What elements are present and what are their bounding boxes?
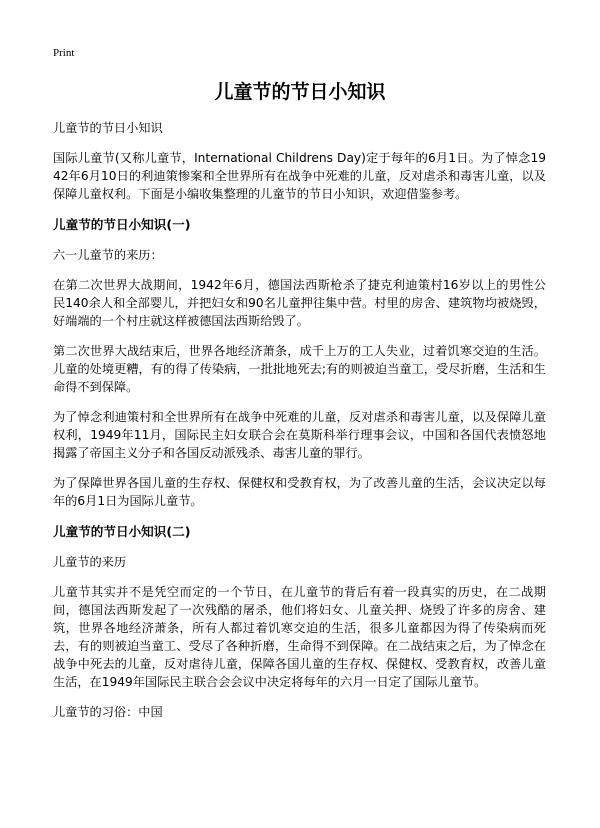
section-1-paragraph-2: 第二次世界大战结束后，世界各地经济萧条，成千上万的工人失业，过着饥寒交迫的生活。儿童的处境更糟，有的得了传染病，一批批地死去;有的则被迫当童工，受尽折磨，生活和生命得不到保障。	[53, 344, 546, 394]
section-1-paragraph-1: 在第二次世界大战期间，1942年6月，德国法西斯枪杀了捷克利迪策村16岁以上的男性公民140余人和全部婴儿，并把妇女和90名儿童押往集中营。村里的房舍、建筑物均被烧毁，好端端的一个村庄就这样被德国法西斯给毁了。	[53, 278, 546, 328]
section-2-paragraph: 儿童节其实并不是凭空而定的一个节日，在儿童节的背后有着一段真实的历史，在二战期间，德国法西斯发起了一次残酷的屠杀，他们将妇女、儿童关押、烧毁了许多的房舍、建筑，世界各地经济萧条，所有人都过着饥寒交迫的生活，很多儿童都因为得了传染病而死去，有的则被迫当童工、受尽了各种折磨，生命得不到保障。在二战结束之后，为了悼念在战争中死去的儿童，反对虐待儿童，保障各国儿童的生存权、保健权、受教育权，改善儿童生活，在1949年国际民主联合会会议中决定将每年的六月一日定了国际儿童节。	[53, 585, 546, 689]
section-1-subheading: 六一儿童节的来历：	[53, 248, 163, 262]
section-2-subheading: 儿童节的来历	[53, 555, 127, 569]
document-body	[53, 119, 546, 721]
section-1-paragraph-3: 为了悼念利迪策村和全世界所有在战争中死难的儿童，反对虐杀和毒害儿童，以及保障儿童权利，1949年11月，国际民主妇女联合会在莫斯科举行理事会议，中国和各国代表愤怒地揭露了帝国主义分子和各国反动派残杀、毒害儿童的罪行。	[53, 410, 546, 460]
print-label: Print	[53, 47, 75, 59]
intro-paragraph: 国际儿童节(又称儿童节，International Childrens Day)定于每年的6月1日。为了悼念1942年6月10日的利迪策惨案和全世界所有在战争中死难的儿童，反对虐杀和毒害儿童，以及保障儿童权利。下面是小编收集整理的儿童节的节日小知识，欢迎借鉴参考。	[53, 151, 546, 201]
customs-label: 儿童节的习俗：中国	[53, 705, 163, 719]
document-title: 儿童节的节日小知识	[214, 81, 386, 103]
subtitle: 儿童节的节日小知识	[53, 121, 163, 135]
section-2-heading: 儿童节的节日小知识(二)	[53, 524, 191, 539]
section-1-heading: 儿童节的节日小知识(一)	[53, 217, 191, 232]
section-1-paragraph-4: 为了保障世界各国儿童的生存权、保健权和受教育权，为了改善儿童的生活，会议决定以每年的6月1日为国际儿童节。	[53, 476, 546, 508]
